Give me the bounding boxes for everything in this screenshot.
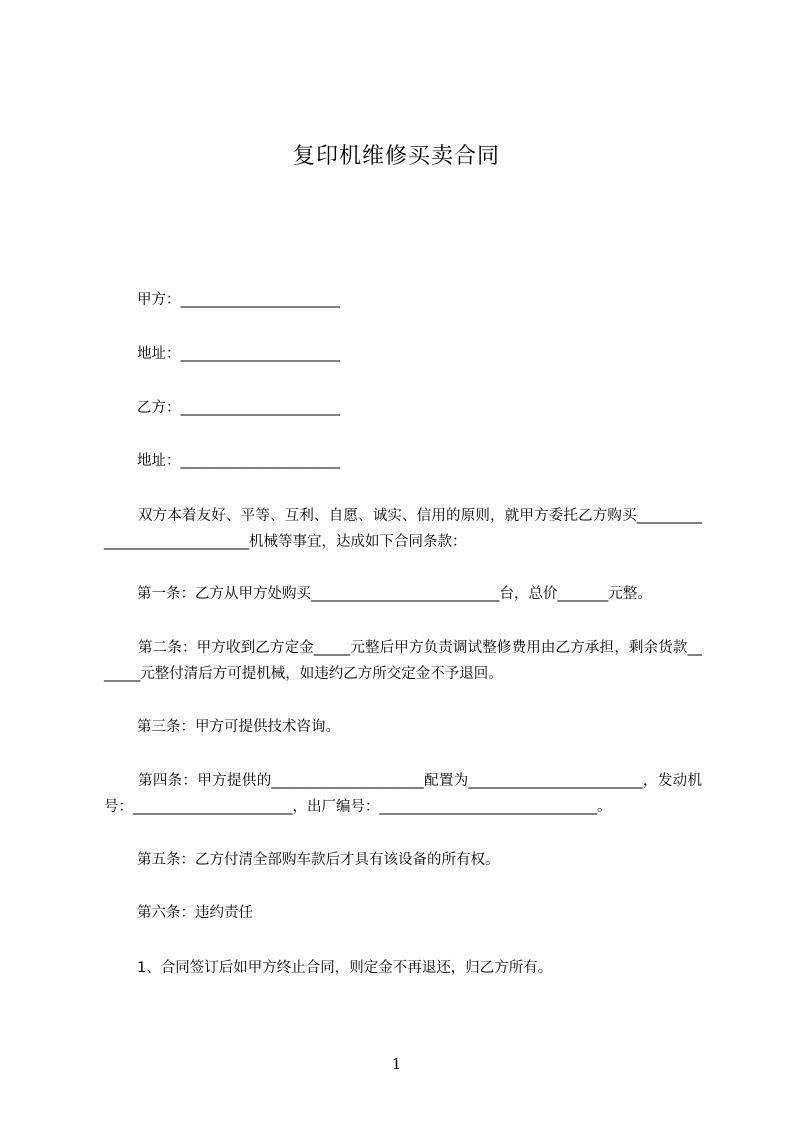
page-number: 1 (391, 1055, 402, 1073)
party-a-address-line: 地址：______________________ (137, 346, 340, 362)
intro-paragraph: 双方本着友好、平等、互利、自愿、诚实、信用的原则，就甲方委托乙方购买_____________________________机械等事宜，达成如下合同条款： (104, 508, 702, 550)
clause-6: 第六条：违约责任 (137, 905, 253, 921)
party-b-line: 乙方：______________________ (137, 400, 340, 416)
party-b-address-line: 地址：______________________ (137, 453, 340, 469)
clause-6-item-1: 1、合同签订后如甲方终止合同，则定金不再退还，归乙方所有。 (137, 960, 553, 976)
party-a-line: 甲方：______________________ (137, 292, 340, 308)
clause-2: 第二条：甲方收到乙方定金_____元整后甲方负责调试整修费用由乙方承担，剩余货款_______元整付清后方可提机械，如违约乙方所交定金不予退回。 (104, 640, 702, 682)
clause-4: 第四条：甲方提供的_____________________配置为________________________，发动机号：______________________，出厂编号：______________________________。 (104, 773, 702, 815)
clause-1: 第一条：乙方从甲方处购买__________________________台，总价_______元整。 (137, 586, 652, 602)
clause-5: 第五条：乙方付清全部购车款后才具有该设备的所有权。 (137, 852, 500, 868)
document-title: 复印机维修买卖合同 (292, 144, 500, 169)
clause-3: 第三条：甲方可提供技术咨询。 (137, 719, 340, 735)
